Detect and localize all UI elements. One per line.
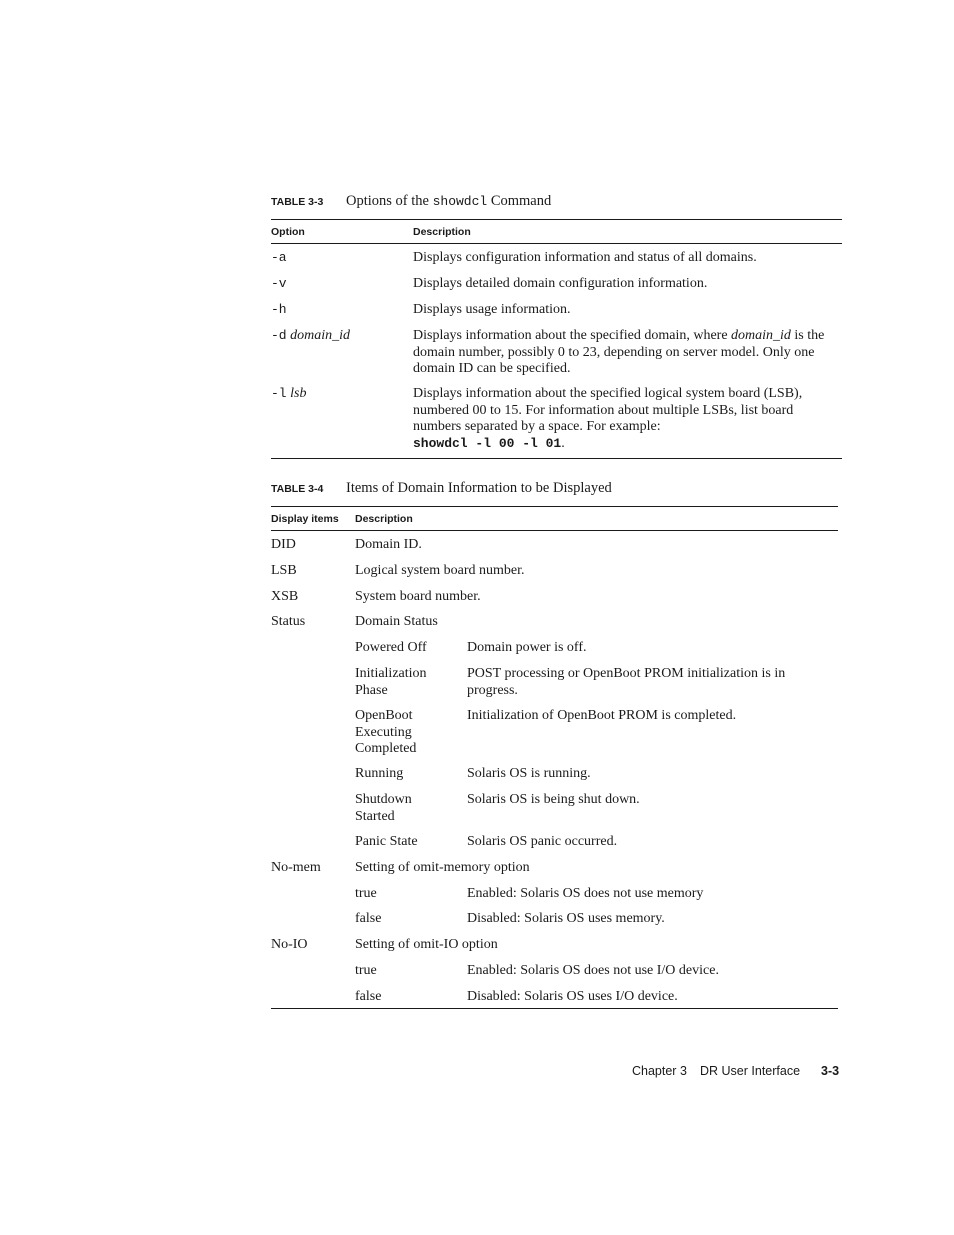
description-cell: Displays usage information. bbox=[413, 302, 571, 317]
footer-page-number: 3-3 bbox=[821, 1064, 840, 1078]
description-cell: System board number. bbox=[355, 589, 481, 604]
title-code: showdcl bbox=[432, 194, 488, 209]
command-example: showdcl -l 00 -l 01 bbox=[413, 435, 562, 451]
description-text: Displays information about the specified logical system board (LSB), numbered 00 to 15. For information about multiple LSBs, list board numbers separated by a space. For example: bbox=[413, 386, 803, 434]
table-title bbox=[346, 193, 551, 209]
description-cell: Domain power is off. bbox=[467, 640, 587, 655]
description-cell: POST processing or OpenBoot PROM initialization is in progress. bbox=[467, 666, 786, 698]
description-text: . bbox=[561, 435, 565, 451]
column-header-description: Description bbox=[355, 513, 413, 525]
status-value-cell: Initialization Phase bbox=[355, 666, 427, 698]
description-cell: Domain Status bbox=[355, 614, 438, 629]
table-3-3-caption bbox=[271, 192, 551, 210]
table-3-4-caption bbox=[271, 479, 612, 497]
display-item-cell: Status bbox=[271, 614, 306, 629]
description-cell: Disabled: Solaris OS uses memory. bbox=[467, 911, 665, 926]
display-item-cell: No-IO bbox=[271, 937, 308, 952]
status-value-cell: Running bbox=[355, 766, 404, 781]
table-title: Items of Domain Information to be Displayed bbox=[346, 480, 612, 496]
column-header-display-items: Display items bbox=[271, 513, 339, 525]
table-bottom-rule bbox=[271, 458, 842, 459]
description-text: Displays information about the specified domain, where bbox=[413, 328, 732, 343]
table-top-rule bbox=[271, 506, 838, 507]
option-flag: -l bbox=[271, 386, 287, 401]
table-header-rule bbox=[271, 530, 838, 531]
table-header-rule bbox=[271, 243, 842, 244]
table-top-rule bbox=[271, 219, 842, 220]
footer-section: DR User Interface bbox=[700, 1064, 801, 1078]
option-cell bbox=[271, 328, 350, 345]
description-cell: Disabled: Solaris OS uses I/O device. bbox=[467, 989, 678, 1004]
description-cell: Logical system board number. bbox=[355, 563, 525, 578]
description-cell: Solaris OS is running. bbox=[467, 766, 591, 781]
status-value-cell: Powered Off bbox=[355, 640, 427, 655]
description-cell: Solaris OS panic occurred. bbox=[467, 834, 618, 849]
option-argument: domain_id bbox=[290, 328, 350, 343]
option-value-cell: false bbox=[355, 911, 382, 926]
option-value-cell: true bbox=[355, 886, 377, 901]
description-cell: Enabled: Solaris OS does not use memory bbox=[467, 886, 704, 901]
display-item-cell: No-mem bbox=[271, 860, 321, 875]
option-value-cell: true bbox=[355, 963, 377, 978]
column-header-option: Option bbox=[271, 226, 305, 238]
table-label: TABLE 3-3 bbox=[271, 196, 324, 208]
status-value-cell: Panic State bbox=[355, 834, 418, 849]
option-flag: -d bbox=[271, 328, 287, 343]
option-argument: lsb bbox=[290, 386, 307, 401]
display-item-cell: DID bbox=[271, 537, 296, 552]
description-cell: Initialization of OpenBoot PROM is completed. bbox=[467, 708, 737, 723]
description-cell: Enabled: Solaris OS does not use I/O device. bbox=[467, 963, 719, 978]
title-text: Command bbox=[487, 193, 552, 209]
column-header-description: Description bbox=[413, 226, 471, 238]
status-value-cell: Shutdown Started bbox=[355, 792, 412, 824]
description-cell: Displays configuration information and status of all domains. bbox=[413, 250, 757, 265]
option-cell: -h bbox=[271, 302, 287, 317]
description-text: is the domain number, possibly 0 to 23, depending on server model. Only one domain ID can be specified. bbox=[413, 328, 825, 376]
option-cell: -v bbox=[271, 276, 287, 291]
description-cell: Setting of omit-IO option bbox=[355, 937, 498, 952]
description-cell bbox=[413, 328, 838, 378]
option-cell bbox=[271, 386, 306, 403]
status-value-cell: OpenBoot Executing Completed bbox=[355, 708, 417, 756]
option-cell: -a bbox=[271, 250, 287, 265]
title-text: Options of the bbox=[346, 193, 433, 209]
display-item-cell: LSB bbox=[271, 563, 297, 578]
description-argument: domain_id bbox=[731, 328, 791, 343]
table-bottom-rule bbox=[271, 1008, 838, 1009]
table-label: TABLE 3-4 bbox=[271, 483, 324, 495]
display-item-cell: XSB bbox=[271, 589, 299, 604]
description-cell: Solaris OS is being shut down. bbox=[467, 792, 640, 807]
footer-chapter: Chapter 3 bbox=[632, 1064, 687, 1078]
description-cell: Domain ID. bbox=[355, 537, 422, 552]
description-cell bbox=[413, 386, 838, 452]
option-value-cell: false bbox=[355, 989, 382, 1004]
description-cell: Setting of omit-memory option bbox=[355, 860, 530, 875]
description-cell: Displays detailed domain configuration information. bbox=[413, 276, 708, 291]
